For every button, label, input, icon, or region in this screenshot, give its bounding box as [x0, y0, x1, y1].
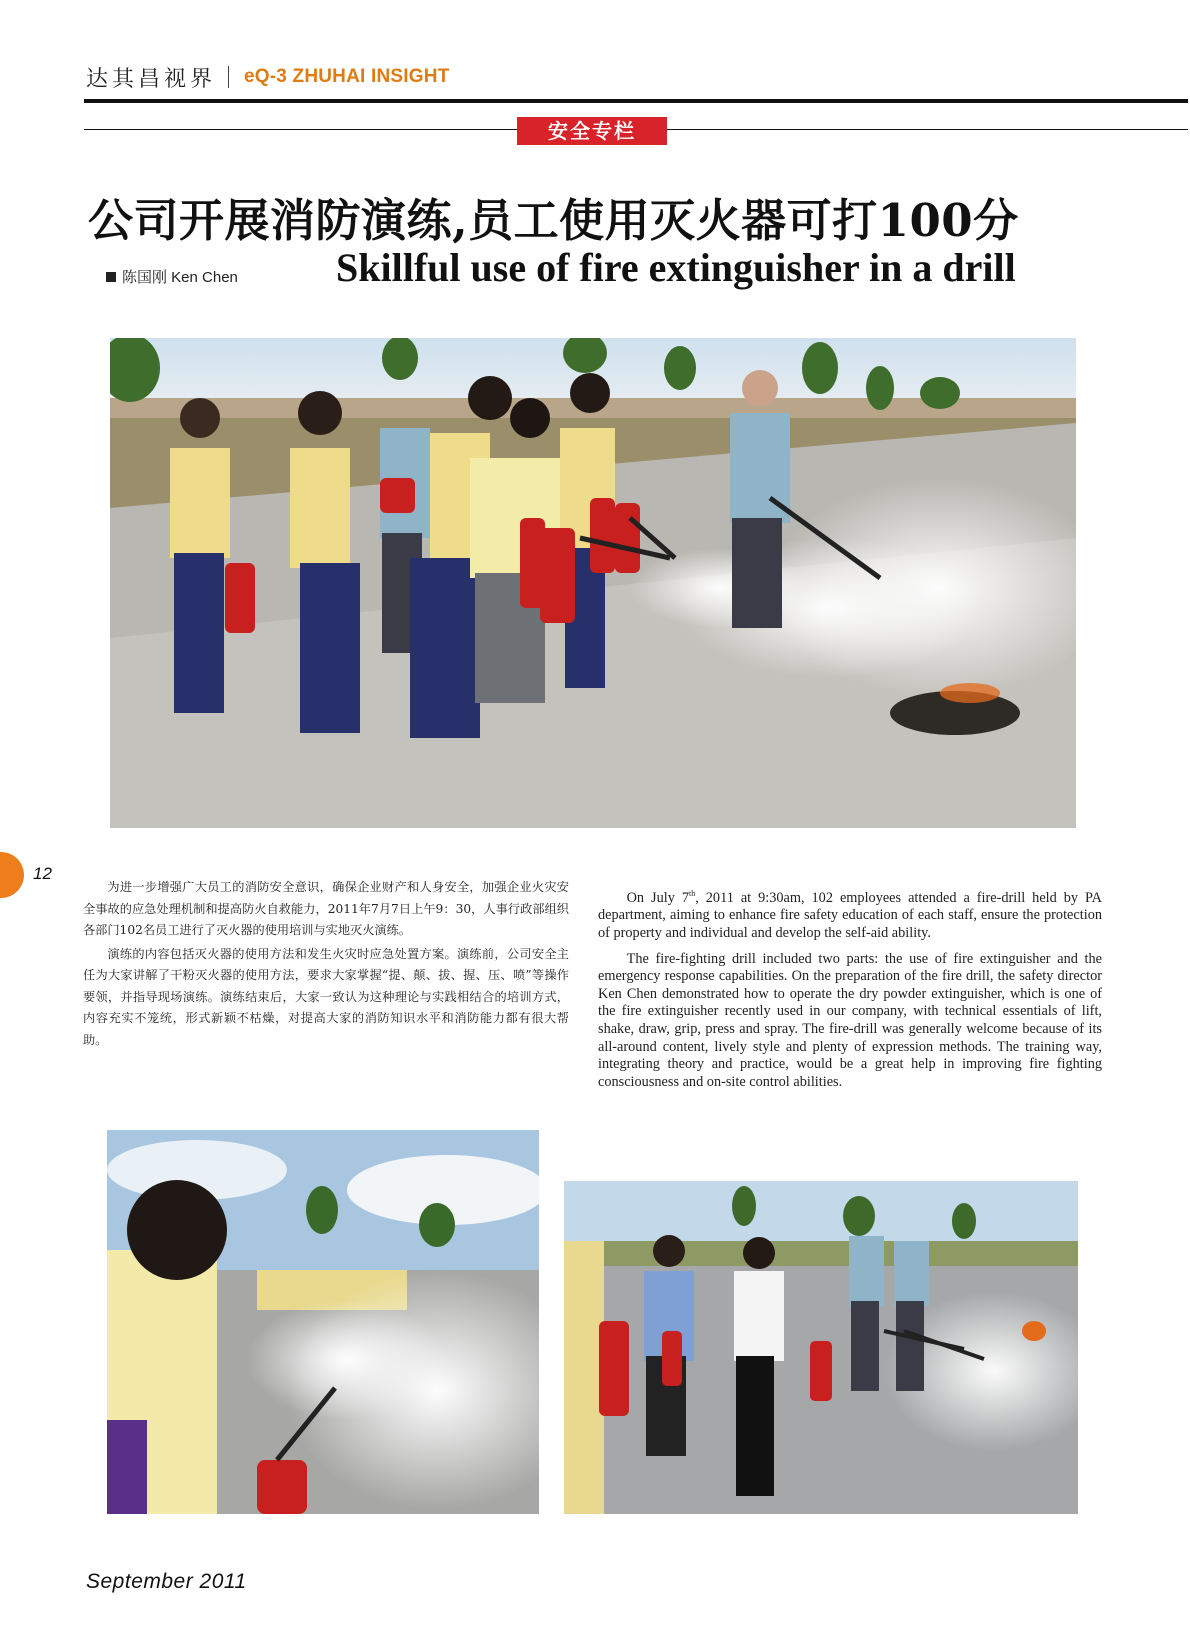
page-number-tab — [0, 852, 24, 898]
main-photo — [110, 338, 1076, 828]
author-name: 陈国刚 Ken Chen — [122, 269, 238, 286]
photo-crowd-drill — [107, 1130, 539, 1514]
section-tag: 安全专栏 — [517, 117, 667, 145]
en-p1-sup: th — [689, 889, 696, 898]
en-paragraph-1 — [598, 885, 1102, 943]
en-paragraph-2: The fire-fighting drill included two parts: the use of fire extinguisher and the emergency response capabilities. On the preparation of the fire drill, the safety director Ken Chen demonstrated how to operate the dry powder extinguisher, which is one of the fire extinguisher recently used in our company, with technical essentials of lift, shake, draw, grip, press and spray. The fire-drill was generally welcome because of its all-around content, lively style and plenty of expression methods. The training way, integrating theory and practice, would be a great help in improving fire fighting consciousness and on-site control abilities. — [598, 950, 1102, 1090]
article-body-cn — [83, 877, 569, 1053]
magazine-section-en: eQ-3 ZHUHAI INSIGHT — [244, 66, 450, 87]
en-p1-lead: On July 7 — [626, 889, 689, 906]
issue-date: September 2011 — [86, 1570, 247, 1593]
bullet-square-icon — [106, 272, 116, 282]
article-title-cn: 公司开展消防演练,员工使用灭火器可打100分 — [88, 194, 1019, 247]
en-p1-rest: , 2011 at 9:30am, 102 employees attended a fire-drill held by PA department, aiming to enhance fire safety education of each staff, ensure the protection of property and individual and develop the self-aid ability. — [598, 889, 1102, 941]
photo-guards-drill — [564, 1181, 1078, 1514]
header-divider — [228, 66, 229, 88]
magazine-section-cn: 达其昌视界 — [86, 67, 217, 92]
cn-paragraph-2: 演练的内容包括灭火器的使用方法和发生火灾时应急处置方案。演练前，公司安全主任为大家讲解了干粉灭火器的使用方法，要求大家掌握“提、颠、拔、握、压、喷”等操作要领，并指导现场演练。演练结束后，大家一致认为这种理论与实践相结合的培训方式，内容充实不笼统，形式新颖不枯燥，对提高大家的消防知识水平和消防能力都有很大帮助。 — [83, 946, 569, 1047]
article-title-en: Skillful use of fire extinguisher in a drill — [336, 245, 1016, 290]
page-number: 12 — [33, 864, 52, 883]
cn-paragraph-1: 为进一步增强广大员工的消防安全意识，确保企业财产和人身安全，加强企业火灾安全事故的应急处理机制和提高防火自救能力，2011年7月7日上午9：30，人事行政部组织各部门102名员工进行了灭火器的使用培训与实地灭火演练。 — [83, 880, 569, 937]
header-rule — [84, 99, 1188, 103]
article-body-en — [598, 885, 1102, 1099]
byline — [106, 266, 238, 287]
